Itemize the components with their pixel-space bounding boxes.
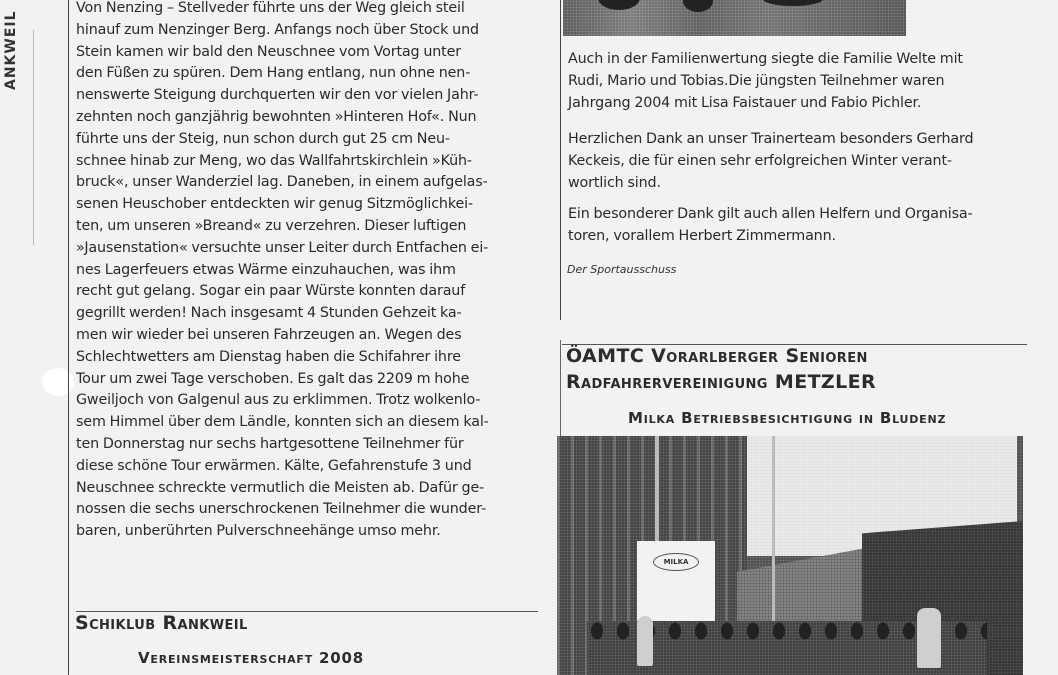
text-line: baren, unberührten Pulverschneehänge umso mehr.: [76, 523, 441, 540]
text-line: den Füßen zu spüren. Dem Hang entlang, nun ohne nen-: [76, 65, 471, 82]
photo-shape: [683, 0, 713, 12]
signature: Der Sportausschuss: [567, 263, 677, 276]
text-line: Tour um zwei Tage verschoben. Es galt das 2209 m hohe: [76, 370, 470, 387]
text-line: sem Himmel über dem Ländle, konnten sich an diesem kal-: [76, 414, 489, 431]
text-line: wortlich sind.: [568, 174, 661, 191]
photo-person: [637, 616, 653, 666]
punch-hole: [42, 368, 74, 396]
left-article-body: [76, 0, 489, 543]
text-line: senen Heuschober entdeckten wir genug Sitzmöglichkei-: [76, 196, 473, 213]
text-line: nossen die sechs unerschrockenen Teilnehmer die wunder-: [76, 501, 487, 518]
text-line: nes Lagerfeuers etwas Wärme einzuhauchen, was ihm: [76, 261, 456, 278]
right-paragraph-dank-helfer: [568, 204, 973, 248]
milka-logo: MILKA: [653, 553, 699, 571]
right-column-rule: [560, 340, 561, 440]
right-paragraph-familienwertung: [568, 49, 963, 114]
text-line: Keckeis, die für einen sehr erfolgreichen Winter verant-: [568, 152, 952, 169]
text-line: Rudi, Mario und Tobias.Die jüngsten Teilnehmer waren: [568, 72, 945, 89]
text-line: recht gut gelang. Sogar ein paar Würste konnten darauf: [76, 283, 466, 300]
text-line: Auch in der Familienwertung siegte die Familie Welte mit: [568, 51, 963, 67]
photo-shape: [763, 0, 823, 6]
photo-shape: [598, 0, 640, 10]
text-line: diese schöne Tour erwärmen. Kälte, Gefahrenstufe 3 und: [76, 457, 472, 474]
section-title-radfahrervereinigung: Radfahrervereinigung METZLER: [566, 371, 877, 393]
margin-rule: [33, 30, 34, 245]
left-column-rule: [68, 0, 69, 675]
text-line: Von Nenzing – Stellveder führte uns der Weg gleich steil: [76, 0, 465, 16]
text-line: Schlechtwetters am Dienstag haben die Schifahrer ihre: [76, 348, 461, 365]
right-column-rule: [560, 0, 561, 320]
section-subtitle-vereinsmeisterschaft: Vereinsmeisterschaft 2008: [138, 649, 364, 667]
section-subtitle-milka: Milka Betriebsbesichtigung in Bludenz: [628, 409, 947, 427]
top-photo: [563, 0, 906, 36]
text-line: »Jausenstation« versuchte unser Leiter durch Entfachen ei-: [76, 239, 489, 256]
group-photo-milka: [557, 436, 1023, 675]
text-line: toren, vorallem Herbert Zimmermann.: [568, 227, 836, 244]
side-margin-label: ANKWEIL: [3, 10, 19, 90]
text-line: ten, um unseren »Breand« zu verzehren. Dieser luftigen: [76, 217, 467, 234]
text-line: men wir wieder bei unseren Fahrzeugen an. Wegen des: [76, 326, 462, 343]
text-line: Neuschnee schreckte vermutlich die Meisten ab. Dafür ge-: [76, 479, 485, 496]
right-paragraph-dank-trainer: [568, 129, 973, 194]
text-line: zehnten noch ganzjährig bewohnten »Hinteren Hof«. Nun: [76, 108, 477, 125]
section-title-schiklub: Schiklub Rankweil: [75, 612, 248, 634]
text-line: nenswerte Steigung durchquerten wir den vor vielen Jahr-: [76, 87, 479, 104]
text-line: Ein besonderer Dank gilt auch allen Helfern und Organisa-: [568, 206, 973, 222]
text-line: Stein kamen wir bald den Neuschnee vom Vortag unter: [76, 43, 461, 60]
text-line: Jahrgang 2004 mit Lisa Faistauer und Fabio Pichler.: [568, 94, 922, 111]
text-line: ten Donnerstag nur sechs hartgesottene Teilnehmer für: [76, 435, 464, 452]
text-line: gegrillt werden! Nach insgesamt 4 Stunden Gehzeit ka-: [76, 305, 462, 322]
text-line: schnee hinab zur Meng, wo das Wallfahrtskirchlein »Küh-: [76, 152, 472, 169]
photo-person: [917, 608, 941, 668]
text-line: Herzlichen Dank an unser Trainerteam besonders Gerhard: [568, 131, 974, 147]
text-line: hinauf zum Nenzinger Berg. Anfangs noch über Stock und: [76, 21, 479, 38]
text-line: führte uns der Steig, nun schon durch gut 25 cm Neu-: [76, 130, 450, 147]
text-line: Gweiljoch von Galgenul aus zu erklimmen. Trotz wolkenlo-: [76, 392, 481, 409]
section-title-oeamtc: ÖAMTC Vorarlberger Senioren: [566, 345, 868, 367]
text-line: bruck«, unser Wanderziel lag. Daneben, in einem aufgelas-: [76, 174, 488, 191]
